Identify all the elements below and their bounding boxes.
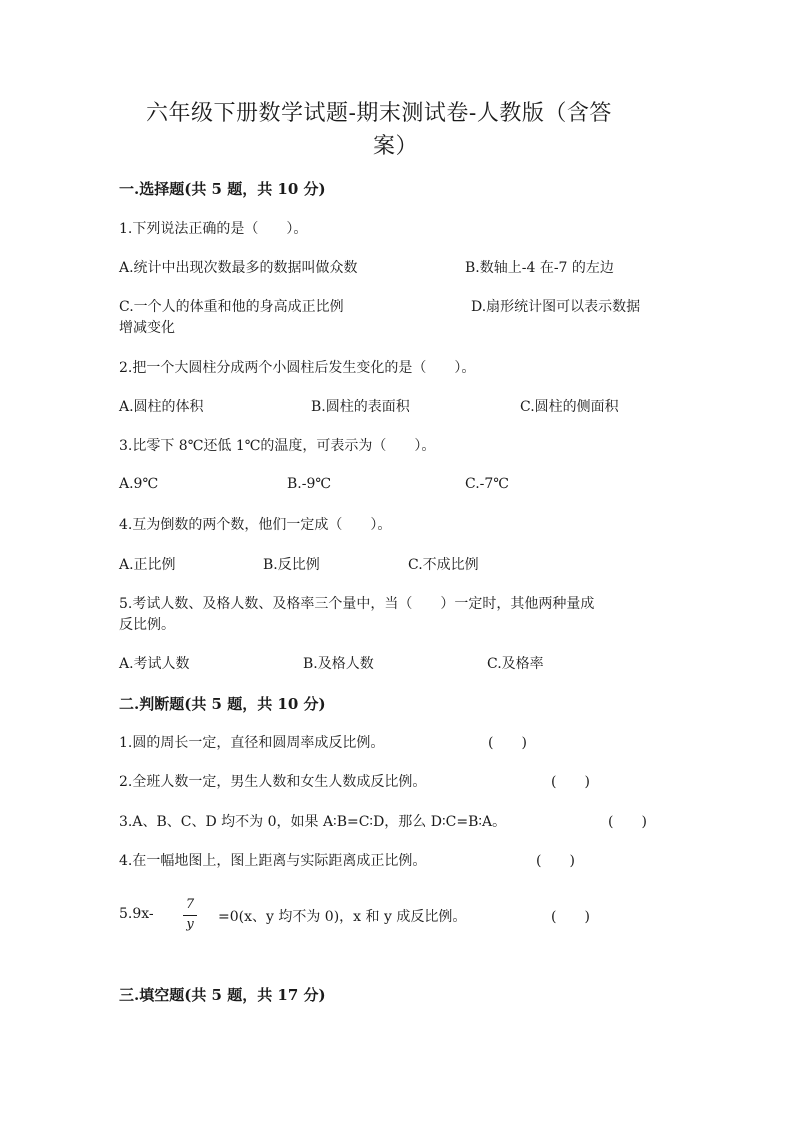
judge-2-text: 2.全班人数一定，男生人数和女生人数成反比例。 [119, 774, 427, 790]
section-heading-fill: 三.填空题(共 5 题，共 17 分) [119, 986, 326, 1004]
q1-option-c: C.一个人的体重和他的身高成正比例 [119, 299, 344, 315]
q3-option-c: C.-7℃ [465, 476, 509, 492]
judge-5-suffix: =0(x、y 均不为 0)，x 和 y 成反比例。 [218, 909, 467, 925]
section-heading-choice: 一.选择题(共 5 题，共 10 分) [119, 180, 326, 198]
question-1-stem: 1.下列说法正确的是（ ）。 [119, 221, 308, 237]
section-heading-judge: 二.判断题(共 5 题，共 10 分) [119, 695, 326, 713]
judge-3-text: 3.A、B、C、D 均不为 0，如果 A∶B=C∶D，那么 D∶C=B∶A。 [119, 814, 507, 830]
q3-option-b: B.-9℃ [287, 476, 332, 492]
q4-option-b: B.反比例 [263, 557, 320, 573]
q2-option-a: A.圆柱的体积 [119, 399, 204, 415]
judge-5-answer-blank: ( ) [551, 909, 590, 925]
judge-1-text: 1.圆的周长一定，直径和圆周率成反比例。 [119, 735, 385, 751]
judge-5-prefix: 5.9x- [119, 906, 154, 922]
q5-option-c: C.及格率 [487, 656, 544, 672]
q1-option-d-cont: 增减变化 [119, 320, 175, 336]
q1-option-a: A.统计中出现次数最多的数据叫做众数 [119, 260, 358, 276]
q5-option-a: A.考试人数 [119, 656, 190, 672]
judge-3-answer-blank: ( ) [608, 814, 647, 830]
q5-option-b: B.及格人数 [303, 656, 374, 672]
question-5-stem-cont: 反比例。 [119, 617, 175, 633]
q1-option-d: D.扇形统计图可以表示数据 [471, 299, 641, 315]
fraction-numerator: 7 [185, 897, 195, 912]
q4-option-a: A.正比例 [119, 557, 176, 573]
question-3-stem: 3.比零下 8℃还低 1℃的温度，可表示为（ ）。 [119, 438, 436, 454]
q1-option-b: B.数轴上-4 在-7 的左边 [465, 260, 614, 276]
question-4-stem: 4.互为倒数的两个数，他们一定成（ ）。 [119, 517, 392, 533]
judge-4-answer-blank: ( ) [536, 853, 575, 869]
q3-option-a: A.9℃ [119, 476, 159, 492]
page-title: 六年级下册数学试题-期末测试卷-人教版（含答 [146, 101, 612, 126]
question-5-stem: 5.考试人数、及格人数、及格率三个量中，当（ ）一定时，其他两种量成 [119, 596, 595, 612]
judge-1-answer-blank: ( ) [488, 735, 527, 751]
fraction-denominator: y [186, 917, 194, 932]
page-title-cont: 案） [373, 134, 419, 159]
q4-option-c: C.不成比例 [408, 557, 479, 573]
question-2-stem: 2.把一个大圆柱分成两个小圆柱后发生变化的是（ ）。 [119, 360, 476, 376]
judge-2-answer-blank: ( ) [551, 774, 590, 790]
q2-option-b: B.圆柱的表面积 [311, 399, 410, 415]
judge-4-text: 4.在一幅地图上，图上距离与实际距离成正比例。 [119, 853, 427, 869]
fraction-bar [183, 915, 197, 916]
q2-option-c: C.圆柱的侧面积 [520, 399, 619, 415]
